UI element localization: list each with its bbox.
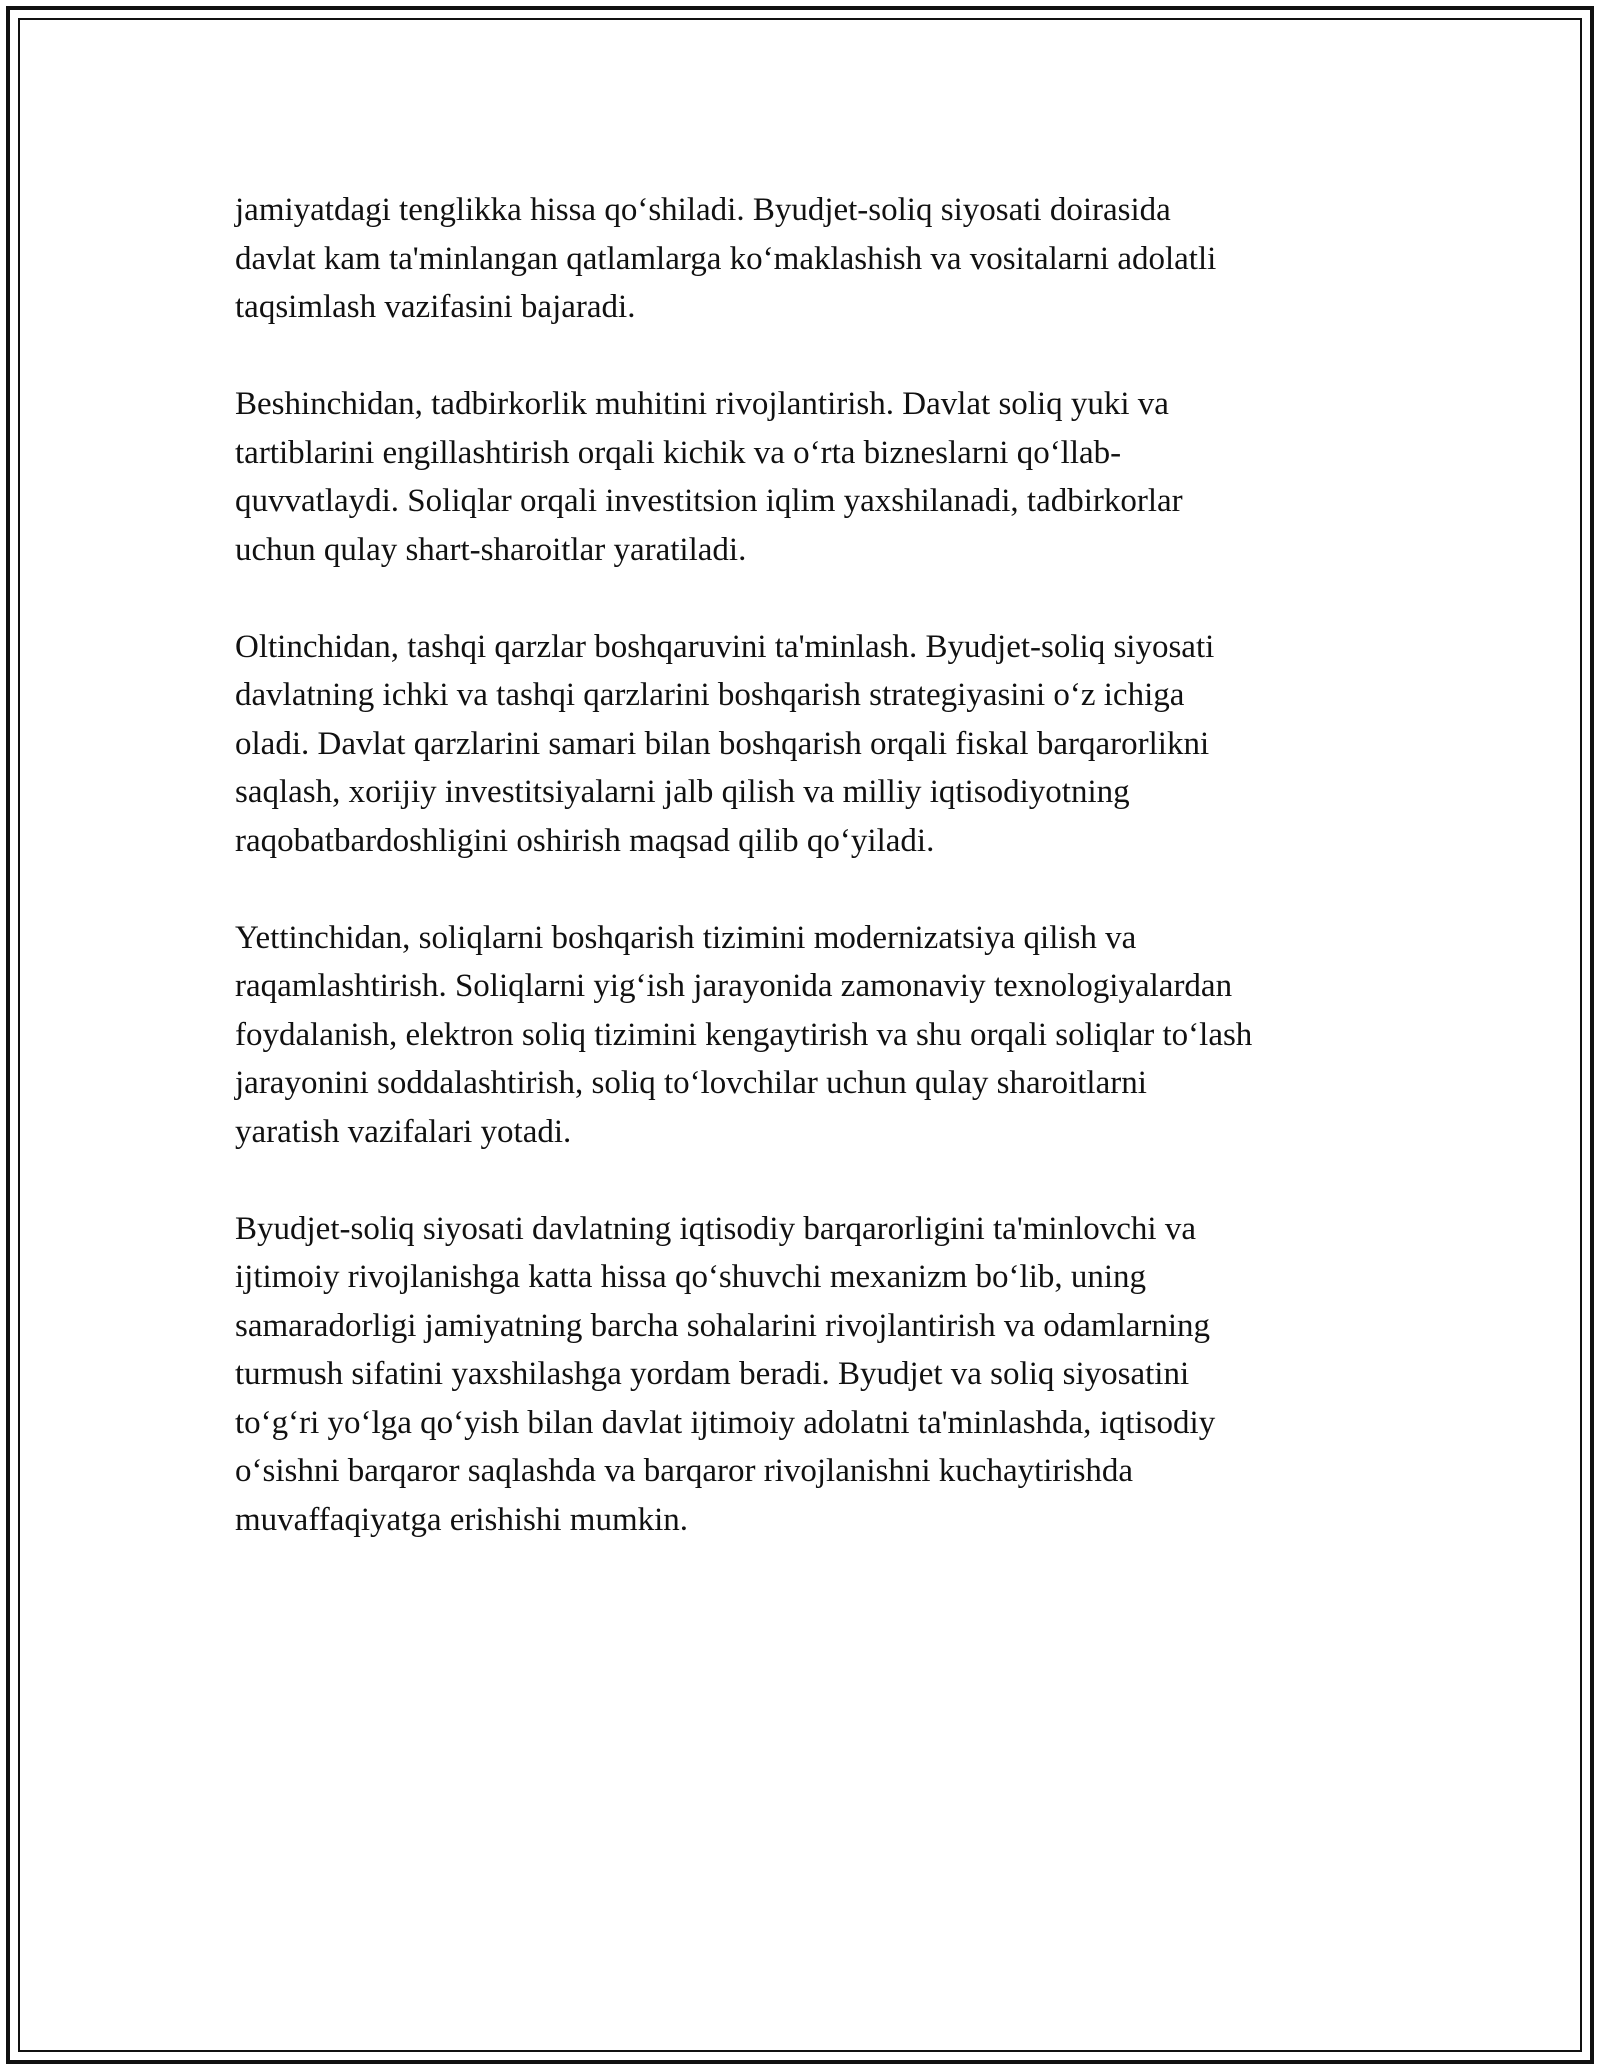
paragraph-external-debt: Oltinchidan, tashqi qarzlar boshqaruvini ta'minlash. Byudjet-soliq siyosati davlatning ichki va tashqi qarzlarini boshqarish strategiyasini o‘z ichiga oladi. Davlat qarzlarini samari bilan boshqarish orqali fiskal barqarorlikni saqlash, xorijiy investitsiyalarni jalb qilish va milliy iqtisodiyotning raqobatbardoshligini oshirish maqsad qilib qo‘yiladi.: [235, 628, 1215, 859]
document-body: [235, 186, 1375, 1593]
paragraph-equality: jamiyatdagi tenglikka hissa qo‘shiladi. Byudjet-soliq siyosati doirasida davlat kam ta'minlangan qatlamlarga ko‘maklashish va vositalarni adolatli taqsimlash vazifasini bajaradi.: [235, 192, 1217, 325]
paragraph-tax-digitalization: Yettinchidan, soliqlarni boshqarish tizimini modernizatsiya qilish va raqamlashtirish. Soliqlarni yig‘ish jarayonida zamonaviy texnologiyalardan foydalanish, elektron soliq tizimini kengaytirish va shu orqali soliqlar to‘lash jarayonini soddalashtirish, soliq to‘lovchilar uchun qulay sharoitlarni yaratish vazifalari yotadi.: [235, 919, 1253, 1150]
paragraph-business-environment: Beshinchidan, tadbirkorlik muhitini rivojlantirish. Davlat soliq yuki va tartiblarini engillashtirish orqali kichik va o‘rta bizneslarni qo‘llab- quvvatlaydi. Soliqlar orqali investitsion iqlim yaxshilanadi, tadbirkorlar uchun qulay shart-sharoitlar yaratiladi.: [235, 386, 1183, 568]
paragraph-conclusion: Byudjet-soliq siyosati davlatning iqtisodiy barqarorligini ta'minlovchi va ijtimoiy rivojlanishga katta hissa qo‘shuvchi mexanizm bo‘lib, uning samaradorligi jamiyatning barcha sohalarini rivojlantirish va odamlarning turmush sifatini yaxshilashga yordam beradi. Byudjet va soliq siyosatini to‘g‘ri yo‘lga qo‘yish bilan davlat ijtimoiy adolatni ta'minlashda, iqtisodiy o‘sishni barqaror saqlashda va barqaror rivojlanishni kuchaytirishda muvaffaqiyatga erishishi mumkin.: [235, 1210, 1216, 1538]
